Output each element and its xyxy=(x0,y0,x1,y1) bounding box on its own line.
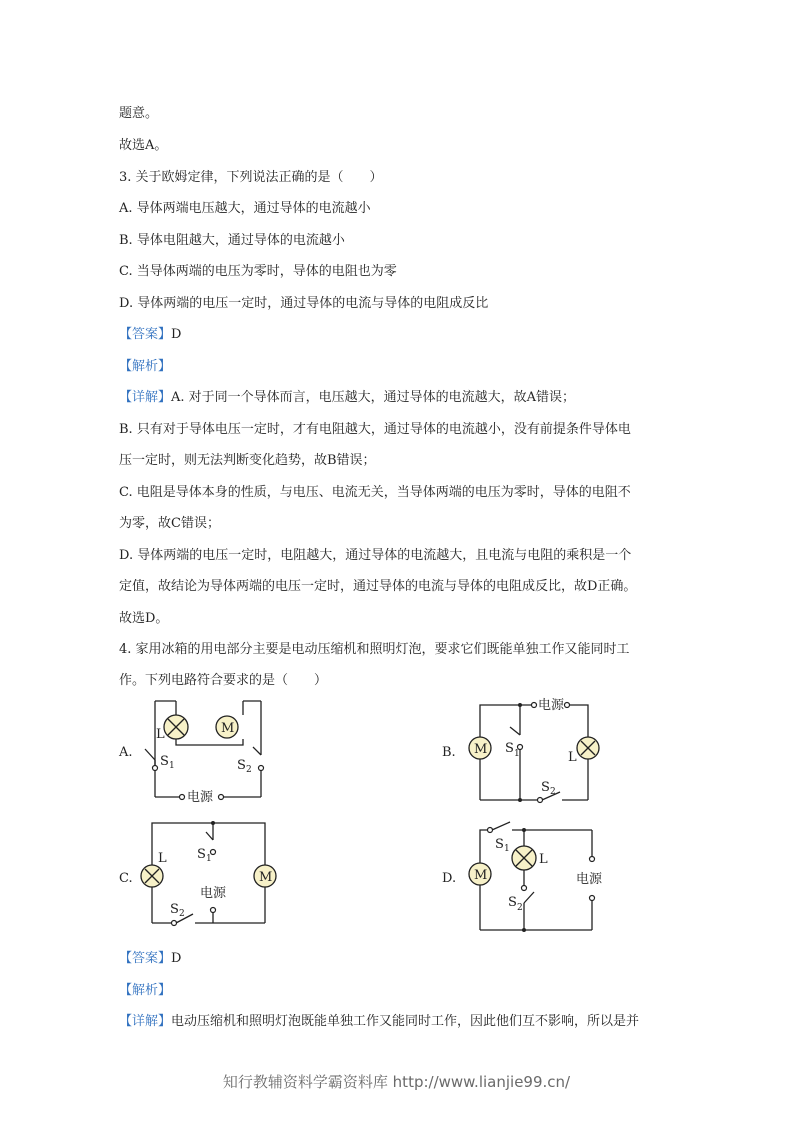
svg-text:电源: 电源 xyxy=(187,790,214,805)
detail-line: 定值，故结论为导体两端的电压一定时，通过导体的电流与导体的电阻成反比，故D正确。 xyxy=(119,579,637,594)
question-4-stem: 4. 家用冰箱的用电部分主要是电动压缩机和照明灯泡，要求它们既能单独工作又能同时工 xyxy=(119,642,630,657)
detail-line: B. 只有对于导体电压一定时，才有电阻越大，通过导体的电流越小，没有前提条件导体电 xyxy=(119,422,631,437)
question-3-option-c: C. 当导体两端的电压为零时，导体的电阻也为零 xyxy=(119,264,397,279)
analysis-line xyxy=(119,355,171,374)
svg-text:S: S xyxy=(541,780,550,795)
detail-line xyxy=(119,1010,639,1029)
detail-line: 故选D。 xyxy=(119,611,169,626)
svg-text:2: 2 xyxy=(550,787,556,797)
footer-watermark: 知行教辅资料学霸资料库 http://www.lianjie99.cn/ xyxy=(222,1073,571,1091)
svg-text:L: L xyxy=(568,750,577,765)
svg-text:S: S xyxy=(505,741,514,756)
svg-text:电源: 电源 xyxy=(576,872,603,887)
analysis-line xyxy=(119,979,171,998)
svg-text:电源: 电源 xyxy=(200,886,227,901)
svg-text:2: 2 xyxy=(179,909,185,919)
detail-line: 为零，故C错误； xyxy=(119,516,220,531)
answer-value: D xyxy=(171,951,182,966)
svg-text:M: M xyxy=(474,868,488,883)
svg-text:1: 1 xyxy=(206,854,212,864)
text-line: 故选A。 xyxy=(119,138,168,153)
question-3-option-b: B. 导体电阻越大，通过导体的电流越小 xyxy=(119,233,345,248)
detail-line: 压一定时，则无法判断变化趋势，故B错误； xyxy=(119,453,376,468)
detail-text: 电动压缩机和照明灯泡既能单独工作又能同时工作，因此他们互不影响，所以是并 xyxy=(171,1014,640,1029)
detail-line: C. 电阻是导体本身的性质，与电压、电流无关，当导体两端的电压为零时，导体的电阻不 xyxy=(119,485,631,500)
svg-text:2: 2 xyxy=(517,903,523,913)
svg-text:S: S xyxy=(237,758,246,773)
analysis-tag: 【解析】 xyxy=(119,983,172,998)
svg-text:L: L xyxy=(158,851,167,866)
svg-text:S: S xyxy=(508,895,517,910)
circuit-diagram-c xyxy=(140,818,280,933)
detail-line: D. 导体两端的电压一定时，电阻越大，通过导体的电流越大，且电流与电阻的乘积是一个 xyxy=(119,548,632,563)
question-3-option-d: D. 导体两端的电压一定时，通过导体的电流与导体的电阻成反比 xyxy=(119,296,489,311)
svg-text:S: S xyxy=(197,847,206,862)
svg-text:M: M xyxy=(221,721,235,736)
answer-tag: 【答案】 xyxy=(119,951,172,966)
svg-text:M: M xyxy=(474,742,488,757)
svg-text:1: 1 xyxy=(504,844,510,854)
detail-text: A. 对于同一个导体而言，电压越大，通过导体的电流越大，故A错误； xyxy=(171,390,576,405)
question-3-option-a: A. 导体两端电压越大，通过导体的电流越小 xyxy=(119,201,371,216)
detail-tag: 【详解】 xyxy=(119,1014,172,1029)
answer-value: D xyxy=(171,327,182,342)
text-line: 题意。 xyxy=(119,106,159,121)
svg-text:M: M xyxy=(259,870,273,885)
answer-tag: 【答案】 xyxy=(119,327,172,342)
option-d-label: D. xyxy=(442,871,457,886)
svg-text:1: 1 xyxy=(169,761,175,771)
svg-text:1: 1 xyxy=(514,749,520,759)
svg-text:S: S xyxy=(170,902,179,917)
option-b-label: B. xyxy=(442,745,456,760)
answer-line xyxy=(119,323,181,342)
svg-text:L: L xyxy=(539,852,548,867)
question-3-stem: 3. 关于欧姆定律，下列说法正确的是（ ） xyxy=(119,170,383,185)
circuit-diagram-b xyxy=(468,697,608,807)
circuit-diagram-d xyxy=(468,818,608,933)
detail-line xyxy=(119,386,575,405)
analysis-tag: 【解析】 xyxy=(119,359,172,374)
answer-line xyxy=(119,947,181,966)
svg-text:电源: 电源 xyxy=(538,698,565,713)
option-a-label: A. xyxy=(119,745,133,760)
svg-text:S: S xyxy=(160,754,169,769)
svg-text:L: L xyxy=(156,727,165,742)
question-4-stem-cont: 作。下列电路符合要求的是（ ） xyxy=(119,673,328,688)
circuit-diagram-a xyxy=(140,697,280,807)
svg-text:2: 2 xyxy=(246,765,252,775)
svg-text:S: S xyxy=(495,837,504,852)
option-c-label: C. xyxy=(119,871,133,886)
detail-tag: 【详解】 xyxy=(119,390,172,405)
